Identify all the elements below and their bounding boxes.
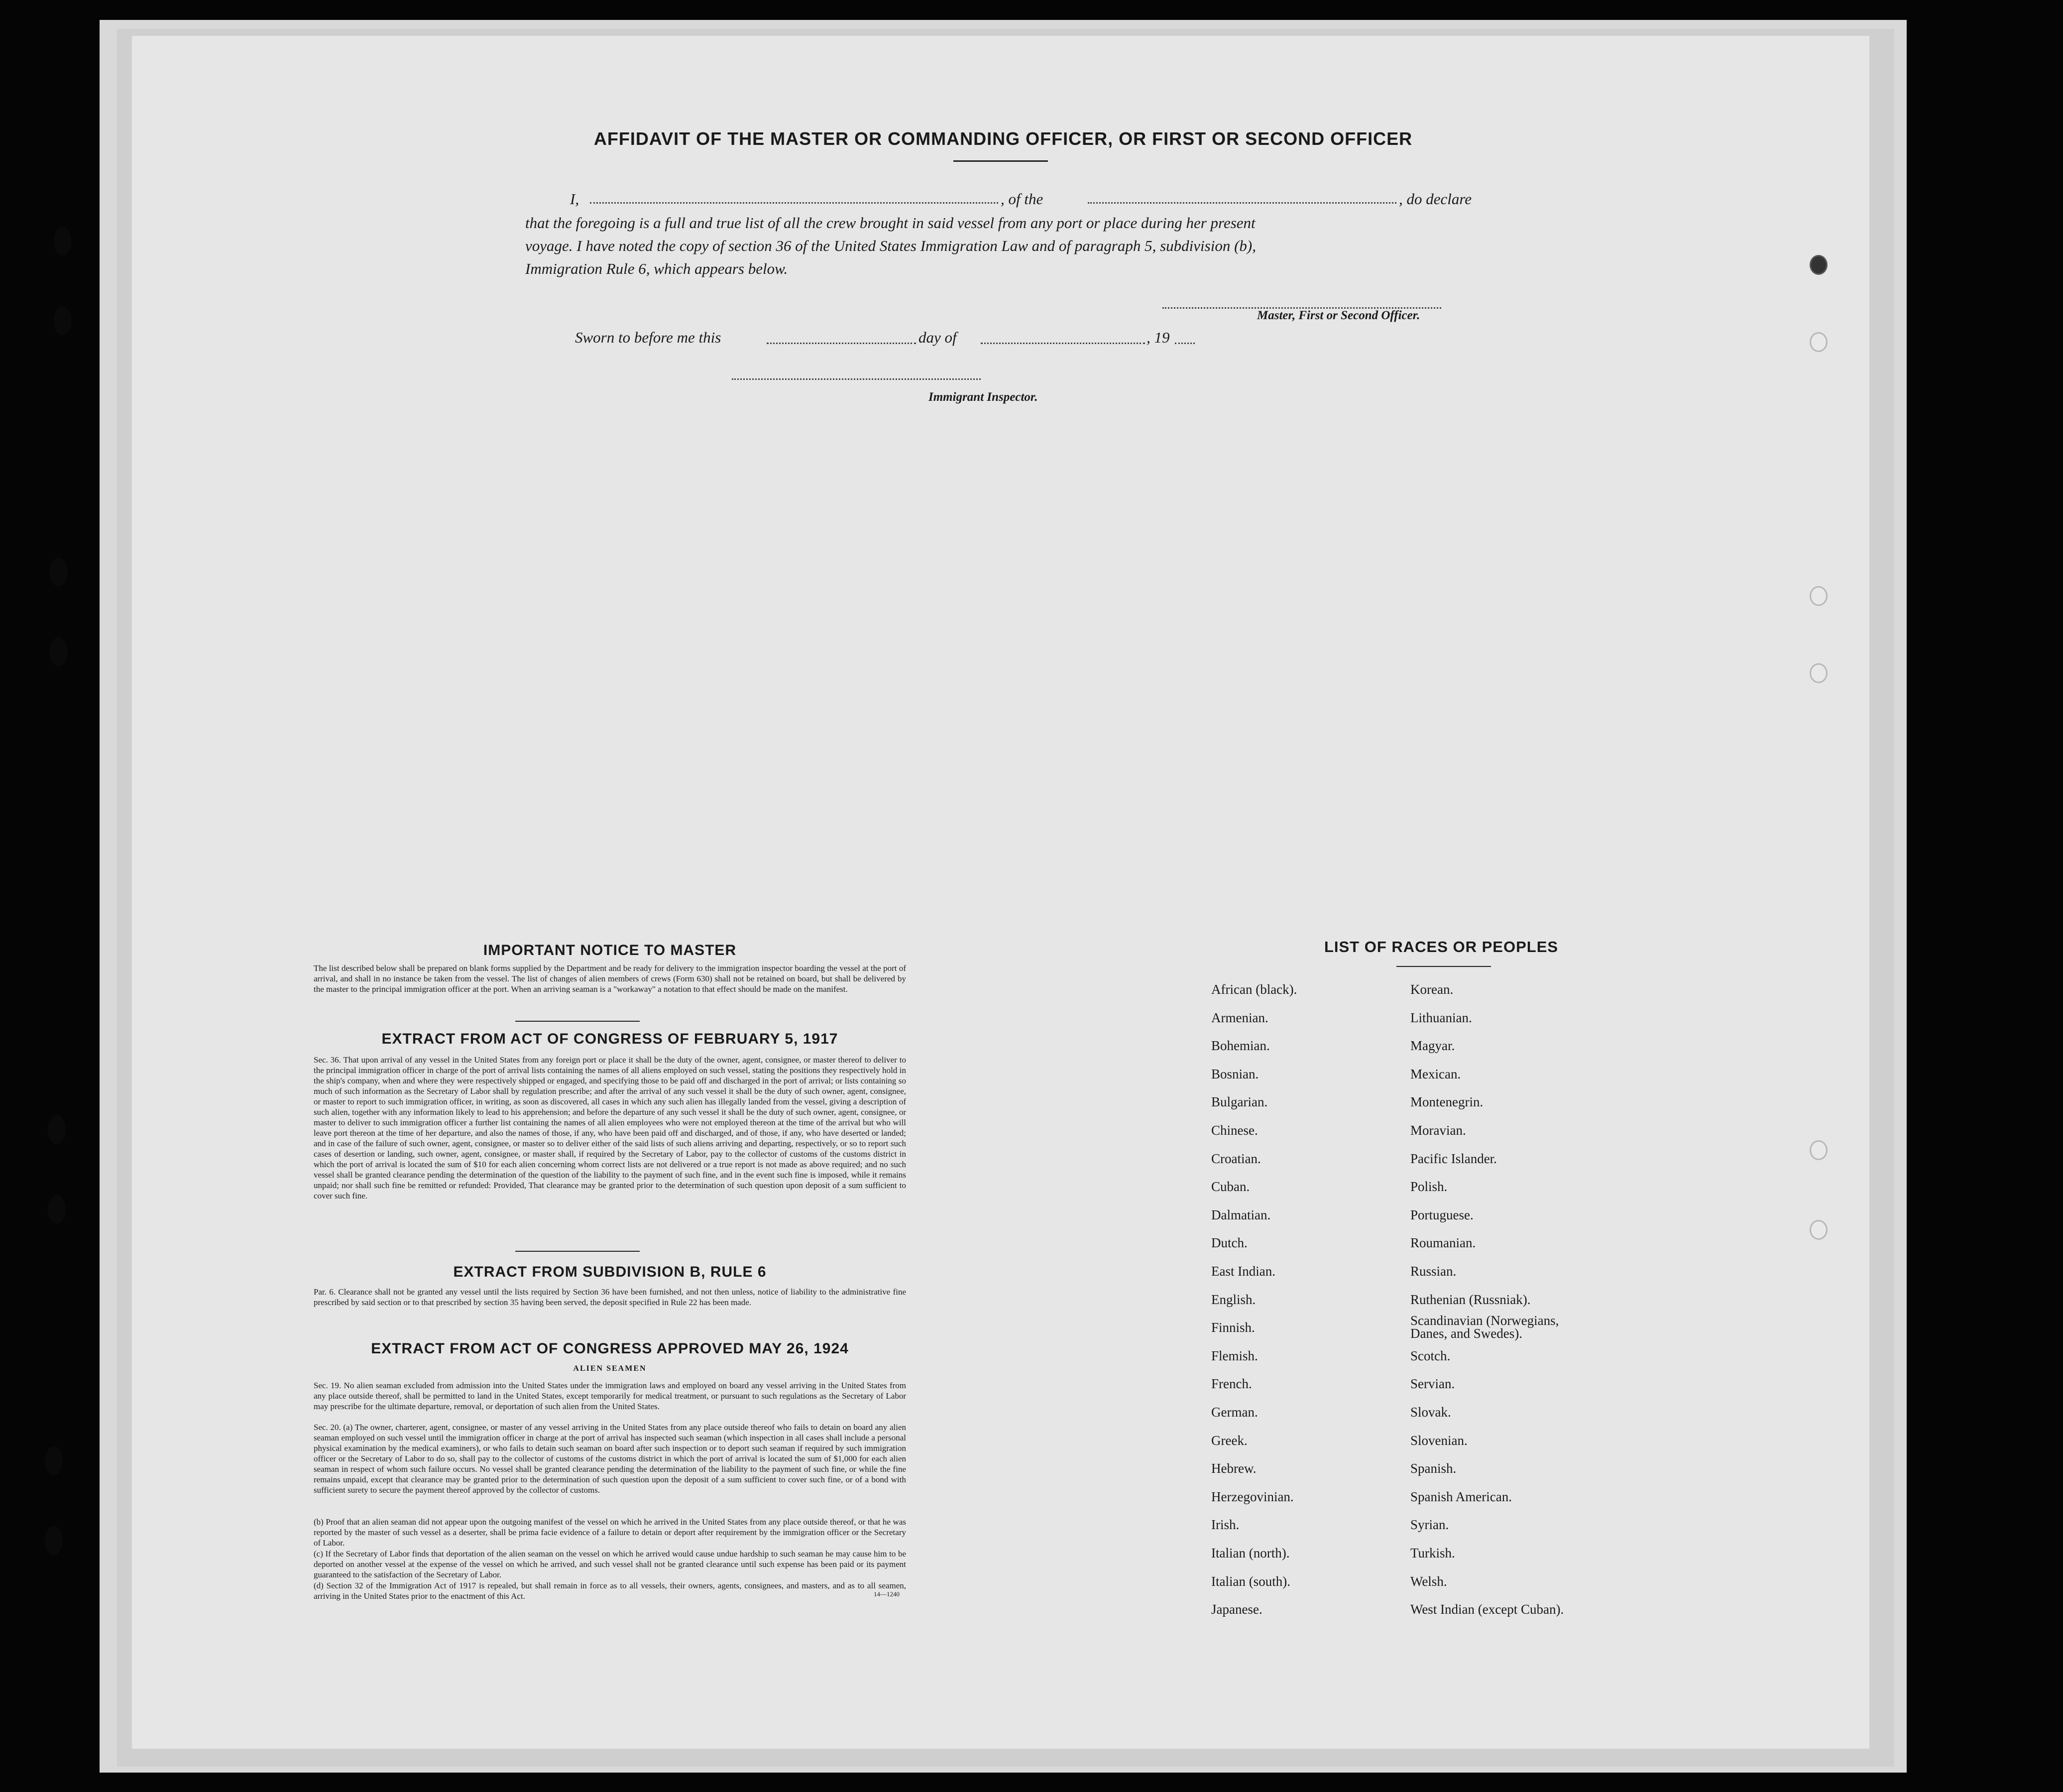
affidavit-line4: Immigration Rule 6, which appears below. [525,260,788,277]
alien-seamen-subtitle: ALIEN SEAMEN [573,1364,647,1373]
race-item: Dutch. [1211,1235,1248,1251]
binder-hole [50,637,68,666]
race-item: Scandinavian (Norwegians, Danes, and Swedes). [1410,1313,1559,1341]
race-item: Bulgarian. [1211,1094,1268,1110]
year-text: , 19 [1146,329,1170,346]
race-item: Armenian. [1211,1010,1268,1025]
race-item: Turkish. [1410,1546,1455,1560]
races-title: LIST OF RACES OR PEOPLES [1324,938,1559,956]
race-item: Spanish. [1410,1461,1457,1476]
race-item: Portuguese. [1410,1207,1474,1222]
race-item: Herzegovinian. [1211,1489,1294,1504]
affidavit-line2: that the foregoing is a full and true list of all the crew brought in said vessel from any port or place during her present [525,214,1256,232]
race-item: Chinese. [1211,1123,1258,1138]
extract-rule6-body: Par. 6. Clearance shall not be granted any vessel until the lists required by Section 36 have been furnished, and not then unless, notice of liability to the administrative fine prescribed by said section or to that prescribed by section 35 having been served, the deposit specified in Rule 22 has been made. [314,1287,906,1307]
race-item: Syrian. [1410,1517,1449,1533]
race-item: African (black). [1211,982,1297,997]
sec20d-text: (d) Section 32 of the Immigration Act of 1917 is repealed, but shall remain in force as to all vessels, their owners, agents, consignees, and masters, and as to all seamen, arriving in the United States prior to the enactment of this Act. [314,1581,906,1601]
race-item: Scotch. [1410,1348,1451,1363]
race-item: Roumanian. [1410,1235,1476,1251]
name-field [590,202,998,204]
punch-hole [1810,663,1828,683]
race-item: Croatian. [1211,1151,1261,1166]
master-signature-label: Master, First or Second Officer. [1257,309,1420,322]
race-item: Bohemian. [1211,1038,1270,1054]
affidavit-i: I, [570,190,579,208]
race-item: Montenegrin. [1410,1094,1484,1110]
race-item: Spanish American. [1410,1489,1512,1504]
punch-hole [1810,255,1828,275]
race-item: Flemish. [1211,1348,1258,1363]
race-item: Hebrew. [1211,1461,1257,1476]
sec19-text: Sec. 19. No alien seaman excluded from admission into the United States under the immigration laws and employed on board any vessel arriving in the United States from any place outside thereof, shall be permitted to land in the United States, except temporarily for medical treatment, or pursuant to such regulations as the Secretary of Labor may prescribe for the ultimate departure, removal, or deportation of such alien from the United States. [314,1381,906,1411]
extract-1924-title: EXTRACT FROM ACT OF CONGRESS APPROVED MAY 26, 1924 [371,1340,849,1357]
punch-hole [1810,1220,1828,1240]
sworn-text: Sworn to before me this [575,329,721,346]
inspector-label: Immigrant Inspector. [928,390,1038,404]
race-item: West Indian (except Cuban). [1410,1602,1564,1617]
race-item: Italian (north). [1211,1546,1290,1560]
sec20b-text: (b) Proof that an alien seaman did not appear upon the outgoing manifest of the vessel on which he arrived in the United States from any place outside thereof, or that he was reported by the master of such vessel as a deserter, shall be prima facie evidence of a failure to detain or deport after requirement by the immigration officer or the Secretary of Labor. [314,1517,906,1548]
form-number: 14—1240 [874,1590,900,1598]
race-item: East Indian. [1211,1264,1275,1279]
binder-hole [50,558,68,587]
divider [953,160,1048,162]
race-item: Slovak. [1410,1405,1451,1420]
binder-hole [54,306,72,335]
race-item: Pacific Islander. [1410,1151,1497,1166]
notice-body: The list described below shall be prepared on blank forms supplied by the Department and be ready for delivery to the immigration inspector boarding the vessel at the port of arrival, and shall in no instance be taken from the vessel. The list of changes of alien members of crews (Form 630) shall not be retained on board, but shall be delivered by the master to the principal immigration officer at the port. When an arriving seaman is a "workaway" a notation to that effect should be made on the manifest. [314,963,906,994]
race-item: Korean. [1410,982,1454,997]
race-item: Irish. [1211,1517,1240,1533]
race-item: German. [1211,1405,1258,1420]
race-item: Bosnian. [1211,1066,1259,1081]
binder-hole [45,1446,63,1475]
race-item: Lithuanian. [1410,1010,1472,1025]
binder-hole [48,1195,66,1224]
manifest-page [132,36,1869,1749]
race-item: Welsh. [1410,1573,1447,1589]
extract-1917-title: EXTRACT FROM ACT OF CONGRESS OF FEBRUARY 5, 1917 [381,1031,838,1047]
race-item: Cuban. [1211,1179,1250,1195]
race-item: Finnish. [1211,1320,1255,1335]
vessel-field [1088,202,1396,204]
punch-hole [1810,332,1828,352]
affidavit-line3: voyage. I have noted the copy of section 36 of the United States Immigration Law and of paragraph 5, subdivision (b), [525,237,1256,254]
race-item: Servian. [1410,1376,1455,1392]
binder-hole [48,1115,66,1144]
race-item: Italian (south). [1211,1573,1290,1589]
race-item: English. [1211,1292,1256,1307]
race-item: Russian. [1410,1264,1457,1279]
extract-1917-body: Sec. 36. That upon arrival of any vessel in the United States from any foreign port or place it shall be the duty of the owner, agent, consignee, or master thereof to deliver to the principal immigration officer in charge of the port of arrival lists containing the names of all aliens employed on such vessel, stating the positions they respectively hold in the ship's company, when and where they were respectively shipped or engaged, and specifying those to be paid off and discharged in the port of arrival; or lists containing so much of such information as the Secretary of Labor shall by regulation prescribe; and after the arrival of any such vessel it shall be the duty of such owner, agent, consignee, or master to report to such immigration officer, in writing, as soon as discovered, all cases in which any such alien has illegally landed from the vessel, giving a description of such alien, together with any information likely to lead to his apprehension; and before the departure of any such vessel it shall be the duty of such owner, agent, consignee, or master to deliver to such immigration officer a further list containing the names of all alien employees who were not employed thereon at the time of the arrival but who will leave port thereon at the time of her departure, and also the names of those, if any, who have been paid off and discharged, and of those, if any, who have deserted or landed; and in case of the failure of such owner, agent, consignee, or master so to deliver either of the said lists of such aliens arriving and departing, respectively, or so to report such cases of desertion or landing, such owner, agent, consignee, or master shall, if required by the Secretary of Labor, pay to the collector of customs of the customs district in which the port of arrival is located the sum of $10 for each alien concerning whom correct lists are not delivered or a true report is not made as above required; and no such vessel shall be granted clearance pending the determination of the question of the liability to the payment of such fine, and in the event such fine is imposed, while it remains unpaid; nor shall such fine be remitted or refunded: Provided, That clearance may be granted prior to the determination of such question upon deposit of a sum sufficient to cover such fine. [314,1055,906,1200]
divider [515,1251,640,1252]
notice-title: IMPORTANT NOTICE TO MASTER [483,942,737,958]
affidavit-title: AFFIDAVIT OF THE MASTER OR COMMANDING OFFICER, OR FIRST OR SECOND OFFICER [593,128,1413,149]
race-item: Magyar. [1410,1038,1455,1054]
race-item: Moravian. [1410,1123,1466,1138]
race-item: Japanese. [1211,1602,1262,1617]
divider [515,1021,640,1022]
race-item: Polish. [1410,1179,1448,1195]
divider [1396,966,1491,967]
binder-hole [45,1526,63,1555]
inspector-signature-field [732,378,981,380]
extract-rule6-title: EXTRACT FROM SUBDIVISION B, RULE 6 [453,1264,767,1280]
punch-hole [1810,1140,1828,1160]
sec20c-text: (c) If the Secretary of Labor finds that deportation of the alien seaman on the vessel on which he arrived would cause undue hardship to such seaman he may cause him to be deported on another vessel at the expense of the vessel on which he arrived, and such vessel shall not be granted clearance until such expense has been paid or its payment guaranteed to the satisfaction of the Secretary of Labor. [314,1549,906,1579]
race-item: Ruthenian (Russniak). [1410,1292,1531,1307]
year-field [1175,343,1195,344]
sworn-month-field [981,343,1145,344]
race-item: Slovenian. [1410,1433,1468,1448]
race-item: Greek. [1211,1433,1248,1448]
affidavit-declare: , do declare [1399,190,1472,208]
affidavit-of-the: , of the [1001,190,1043,208]
race-item: Dalmatian. [1211,1207,1271,1222]
sworn-day-field [767,343,916,344]
binder-hole [54,227,72,255]
day-of-text: day of [918,329,957,346]
sec20a-text: Sec. 20. (a) The owner, charterer, agent, consignee, or master of any vessel arriving in the United States from any place outside thereof who fails to detain on board any alien seaman employed on such vessel until the immigration officer in charge at the port of arrival has inspected such seaman (which inspection in all cases shall include a personal physical examination by the medical examiners), or who fails to detain such seaman on board after such inspection or to deport such seaman if required by such immigration officer or the Secretary of Labor to do so, shall pay to the collector of customs of the customs district in which the port of arrival is located the sum of $1,000 for each alien seaman in respect of whom such failure occurs. No vessel shall be granted clearance pending the determination of the liability to the payment of such fine, or while the fine remains unpaid, except that clearance may be granted prior to the determination of such question upon the deposit of a sum sufficient to cover such fine, or of a bond with sufficient surety to secure the payment thereof approved by the collector of customs. [314,1423,906,1495]
race-item: French. [1211,1376,1252,1392]
race-item: Mexican. [1410,1066,1461,1081]
punch-hole [1810,586,1828,606]
